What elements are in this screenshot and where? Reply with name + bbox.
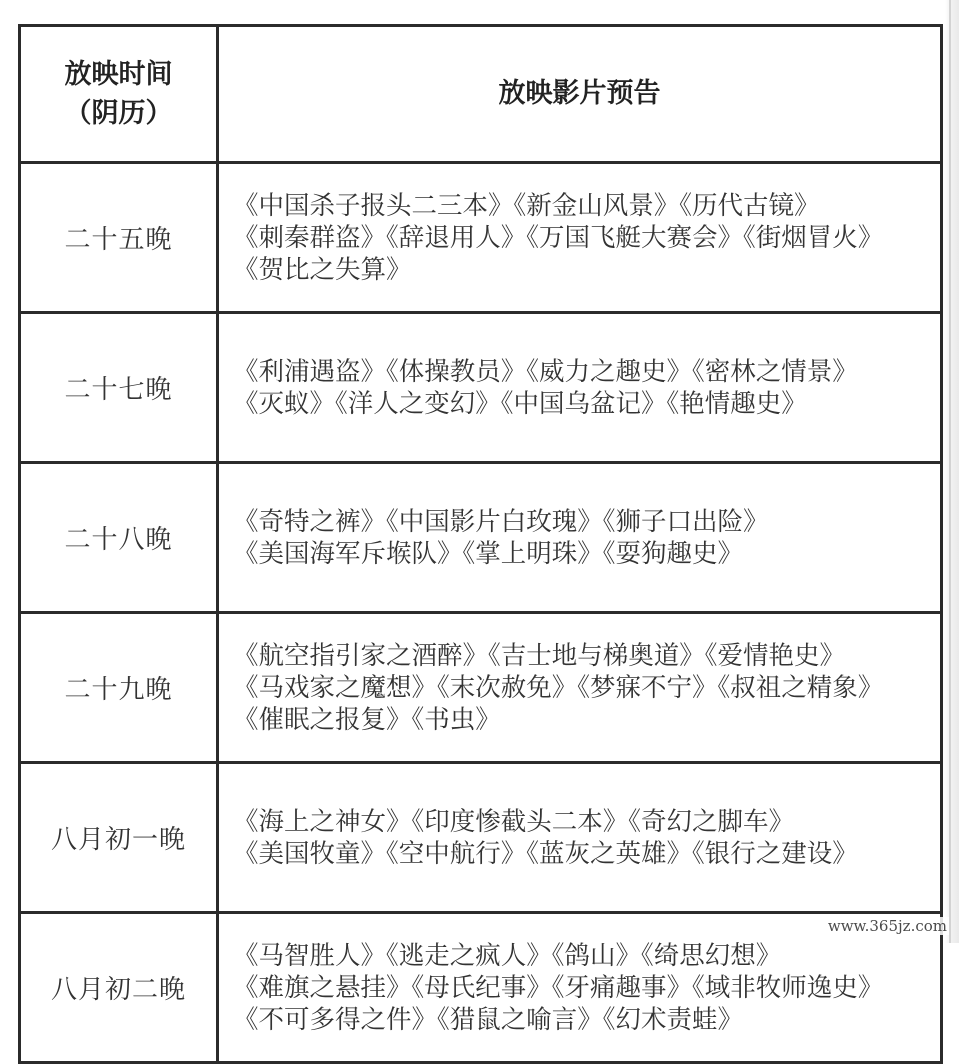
header-time-label: 放映时间 [64,58,173,90]
film-list-line: 《马戏家之魔想》《末次赦免》《梦寐不宁》《叔祖之精象》 [233,672,884,703]
table-row [20,613,942,763]
table-row [20,763,942,913]
header-time-calendar-note: （阴历） [64,98,173,129]
film-list-line: 《中国杀子报头二三本》《新金山风景》《历代古镜》 [233,190,820,221]
table-row [20,313,942,463]
screening-time-cell: 二十九晚 [20,613,218,763]
film-list-line: 《美国牧童》《空中航行》《蓝灰之英雄》《银行之建设》 [233,838,858,869]
film-list-line: 《航空指引家之酒醉》《吉士地与梯奥道》《爱情艳史》 [233,640,846,671]
table-row [20,463,942,613]
screening-time-cell: 八月初一晚 [20,763,218,913]
film-list-cell [218,613,942,763]
film-list-line: 《奇特之裤》《中国影片白玫瑰》《狮子口出险》 [233,506,769,537]
film-list-cell [218,163,942,313]
film-list-line: 《难旗之悬挂》《母氏纪事》《牙痛趣事》《域非牧师逸史》 [233,972,884,1003]
film-list-line: 《灭蚁》《洋人之变幻》《中国乌盆记》《艳情趣史》 [233,388,807,419]
film-list-line: 《催眠之报复》《书虫》 [233,704,501,735]
film-list-line: 《不可多得之件》《猎鼠之喻言》《幻术责蛙》 [233,1004,744,1035]
table-row [20,913,942,1063]
film-list-line: 《利浦遇盗》《体操教员》《威力之趣史》《密林之情景》 [233,356,858,387]
film-list-line: 《海上之神女》《印度惨截头二本》《奇幻之脚车》 [233,806,795,837]
film-list-cell [218,913,942,1063]
table-header-row [20,26,942,163]
screening-time-cell: 八月初二晚 [20,913,218,1063]
page-edge-shadow [945,0,959,943]
film-list-line: 《美国海军斥堠队》《掌上明珠》《耍狗趣史》 [233,538,744,569]
table-row [20,163,942,313]
film-list-cell [218,313,942,463]
film-list-cell [218,763,942,913]
screening-schedule-table [18,24,943,1064]
film-list-line: 《贺比之失算》 [233,254,412,285]
screening-time-cell: 二十五晚 [20,163,218,313]
film-list-line: 《刺秦群盗》《辞退用人》《万国飞艇大赛会》《街烟冒火》 [233,222,884,253]
watermark-text: www.365jz.com [827,917,947,935]
film-list-line: 《马智胜人》《逃走之疯人》《鸽山》《绮思幻想》 [233,940,782,971]
header-screening-time [20,26,218,163]
header-films-preview: 放映影片预告 [218,26,942,163]
film-list-cell [218,463,942,613]
screening-time-cell: 二十七晚 [20,313,218,463]
screening-time-cell: 二十八晚 [20,463,218,613]
